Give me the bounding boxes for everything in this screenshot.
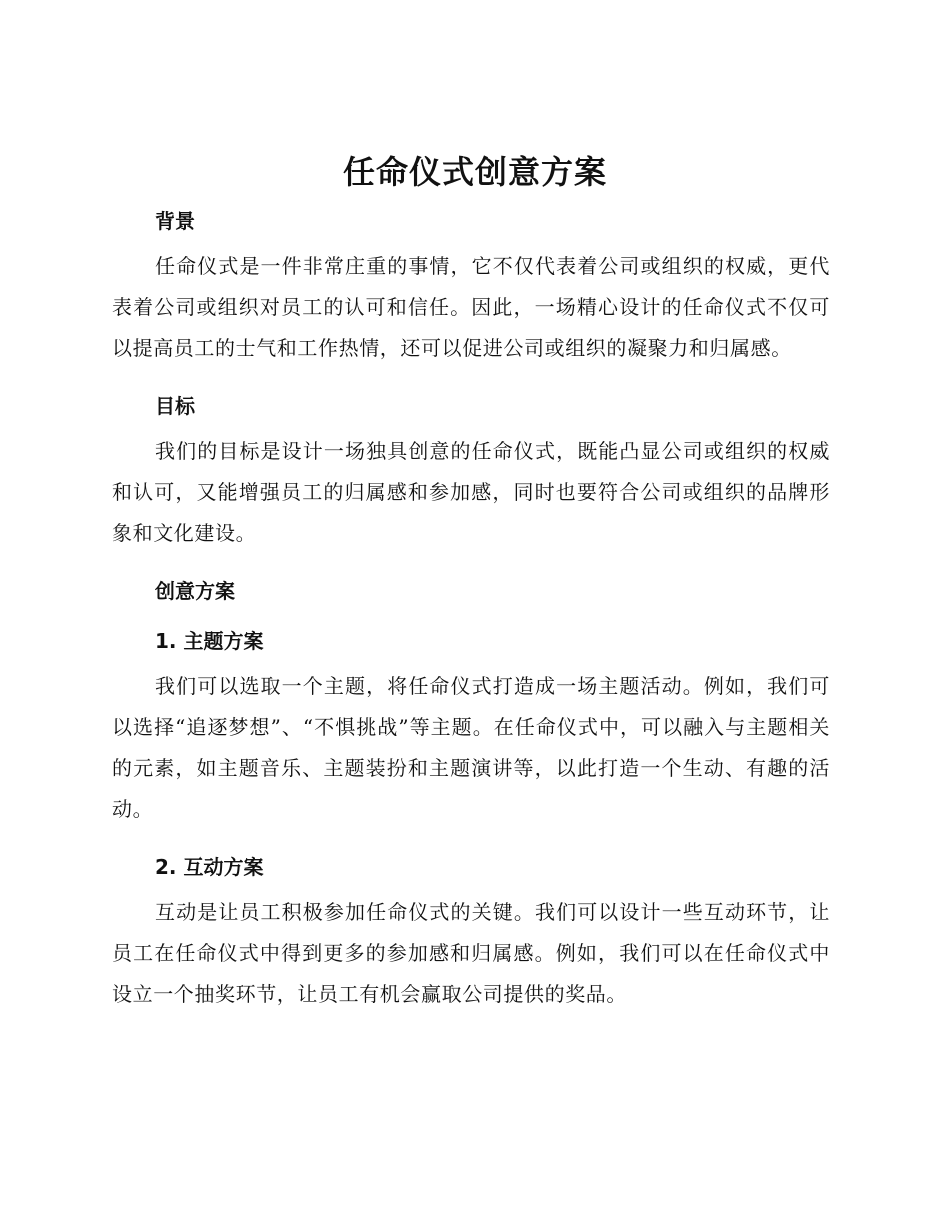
- section-heading-goal: 目标: [155, 394, 195, 418]
- paragraph-theme: 我们可以选取一个主题，将任命仪式打造成一场主题活动。例如，我们可以选择“追逐梦想”、“不惧挑战”等主题。在任命仪式中，可以融入与主题相关的元素，如主题音乐、主题装扮和主题演讲等，以此打造一个生动、有趣的活动。: [112, 674, 830, 821]
- paragraph-interaction: 互动是让员工积极参加任命仪式的关键。我们可以设计一些互动环节，让员工在任命仪式中得到更多的参加感和归属感。例如，我们可以在任命仪式中设立一个抽奖环节，让员工有机会赢取公司提供的奖品。: [112, 900, 830, 1006]
- paragraph-background: 任命仪式是一件非常庄重的事情，它不仅代表着公司或组织的权威，更代表着公司或组织对员工的认可和信任。因此，一场精心设计的任命仪式不仅可以提高员工的士气和工作热情，还可以促进公司或组织的凝聚力和归属感。: [112, 254, 830, 360]
- section-heading-plan: 创意方案: [155, 579, 235, 603]
- document-title: 任命仪式创意方案: [342, 153, 607, 191]
- section-heading-theme: 1. 主题方案: [155, 629, 264, 653]
- paragraph-goal: 我们的目标是设计一场独具创意的任命仪式，既能凸显公司或组织的权威和认可，又能增强员工的归属感和参加感，同时也要符合公司或组织的品牌形象和文化建设。: [112, 439, 830, 545]
- section-heading-background: 背景: [155, 209, 195, 233]
- document-body: [112, 196, 830, 1027]
- section-heading-interaction: 2. 互动方案: [155, 855, 264, 879]
